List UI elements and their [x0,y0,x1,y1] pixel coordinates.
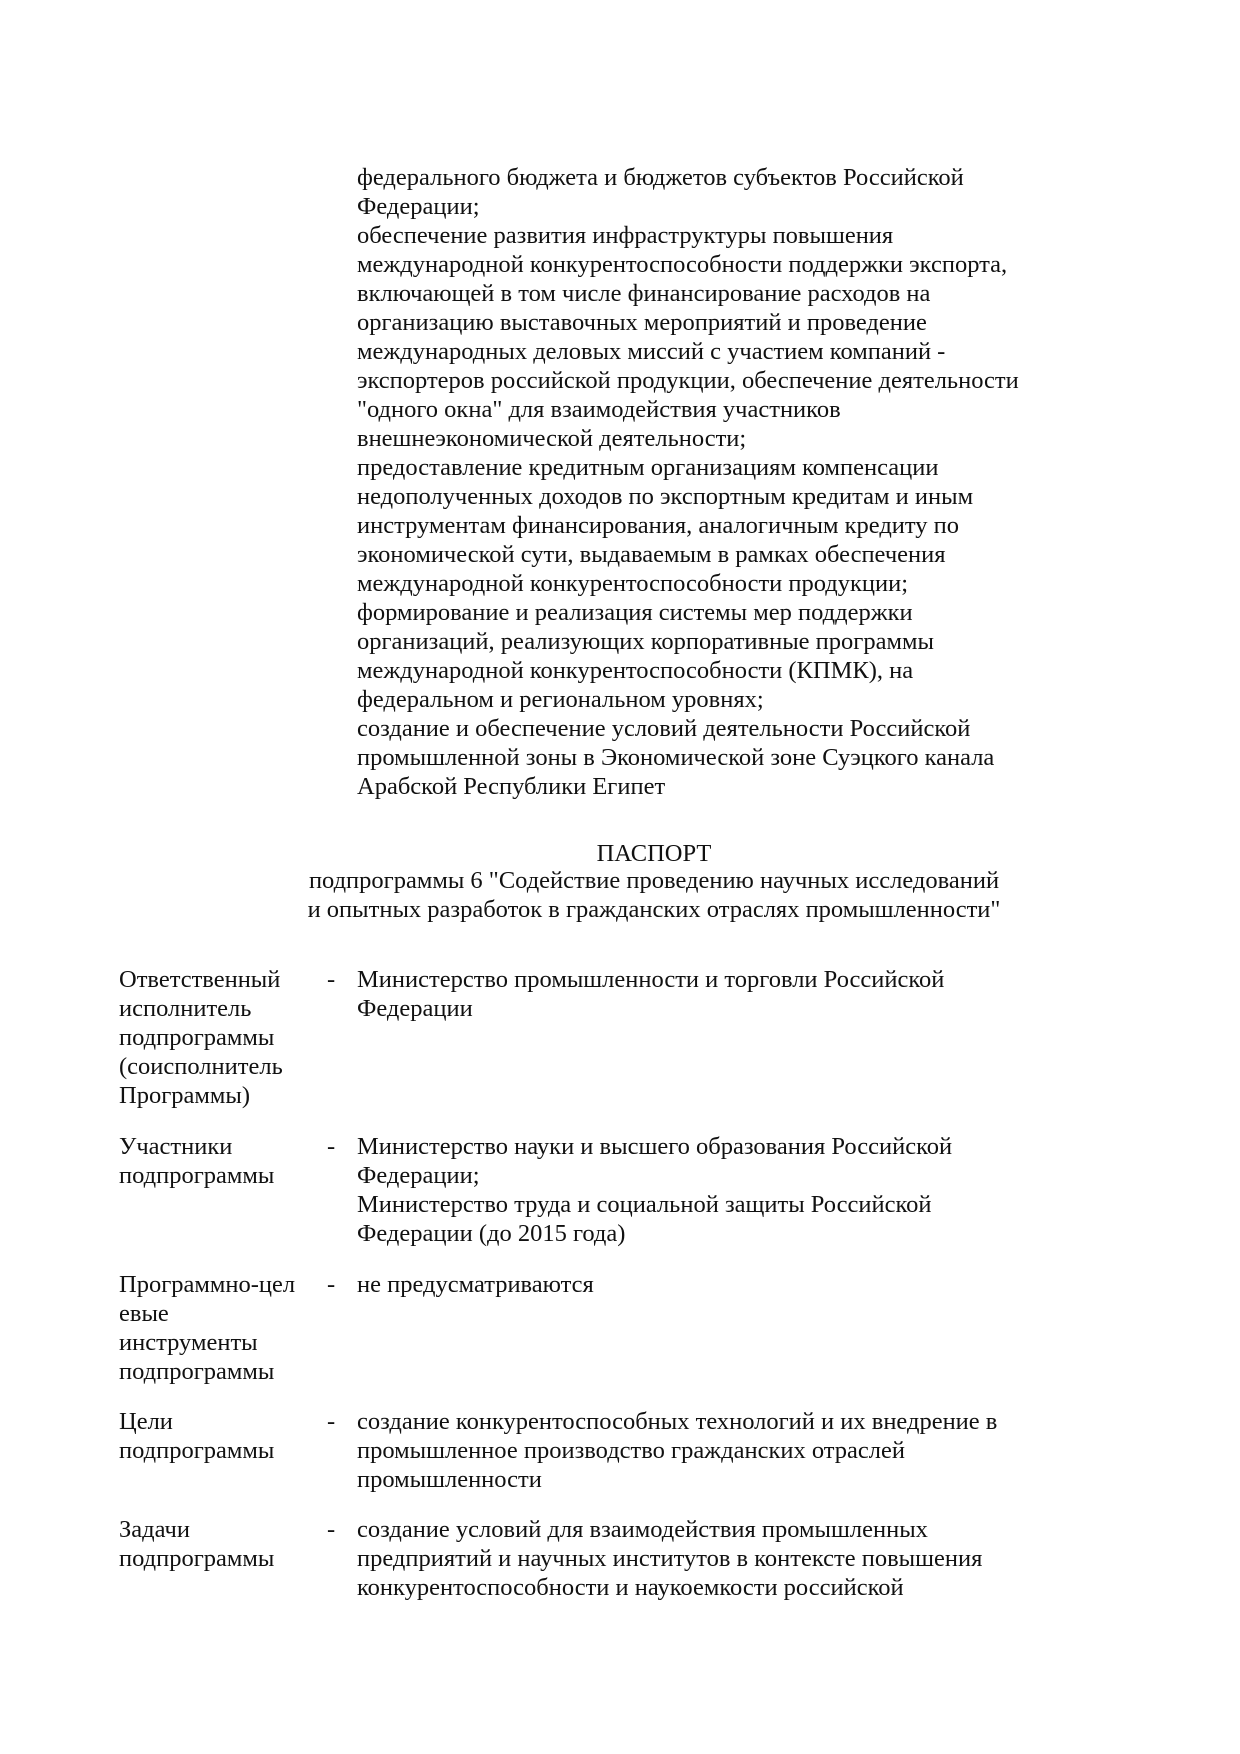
text-line: исполнитель [119,995,252,1022]
text-line: промышленное производство гражданских отраслей [357,1437,905,1464]
row-dash: - [327,1516,336,1543]
text-line: организацию выставочных мероприятий и проведение [357,309,927,336]
text-line: международной конкурентоспособности (КПМК), на [357,657,914,684]
text-line: федеральном и региональном уровнях; [357,686,764,713]
row-value [357,965,944,1023]
text-line: организаций, реализующих корпоративные программы [357,628,934,655]
text-line: инструментам финансирования, аналогичным кредиту по [357,512,960,539]
text-line: Министерство труда и социальной защиты Российской [357,1191,932,1218]
text-line: и опытных разработок в гражданских отраслях промышленности" [307,896,1001,923]
row-label [119,1407,274,1465]
row-dash: - [327,966,336,993]
text-line: Федерации; [357,193,480,220]
text-line: подпрограммы [119,1358,275,1385]
row-value [357,1515,982,1602]
text-line: подпрограммы [119,1162,275,1189]
text-line: Министерство промышленности и торговли Российской [357,966,945,993]
passport-title: ПАСПОРТ [596,840,712,867]
text-line: Федерации [357,995,473,1022]
text-line: формирование и реализация системы мер поддержки [357,599,913,626]
text-line: международных деловых миссий с участием компаний - [357,338,946,365]
text-line: международной конкурентоспособности продукции; [357,570,909,597]
text-line: подпрограммы 6 "Содействие проведению научных исследований [308,867,1000,894]
passport-subtitle [0,866,1240,924]
text-line: (соисполнитель [119,1053,283,1080]
intro-text-block [357,163,1019,801]
row-label [119,1132,274,1190]
text-line: Ответственный [119,966,281,993]
text-line: экспортеров российской продукции, обеспечение деятельности [357,367,1019,394]
text-line: экономической сути, выдаваемым в рамках обеспечения [357,541,946,568]
row-value [357,1132,952,1248]
text-line: "одного окна" для взаимодействия участников [357,396,841,423]
row-label [119,1515,274,1573]
text-line: создание условий для взаимодействия промышленных [357,1516,928,1543]
text-line: создание и обеспечение условий деятельности Российской [357,715,971,742]
row-dash: - [327,1408,336,1435]
row-dash: - [327,1271,336,1298]
text-line: подпрограммы [119,1545,275,1572]
text-line: конкурентоспособности и наукоемкости российской [357,1574,904,1601]
text-line: Задачи [119,1516,190,1543]
text-line: инструменты [119,1329,258,1356]
text-line: предоставление кредитным организациям компенсации [357,454,939,481]
text-line: международной конкурентоспособности поддержки экспорта, [357,251,1008,278]
text-line: включающей в том числе финансирование расходов на [357,280,931,307]
text-line: Арабской Республики Египет [357,773,666,800]
text-line: Программы) [119,1082,250,1109]
text-line: евые [119,1300,169,1327]
text-line: Министерство науки и высшего образования Российской [357,1133,953,1160]
text-line: внешнеэкономической деятельности; [357,425,747,452]
text-line: обеспечение развития инфраструктуры повышения [357,222,894,249]
row-label [119,965,283,1110]
text-line: промышленной зоны в Экономической зоне Суэцкого канала [357,744,995,771]
text-line: подпрограммы [119,1437,275,1464]
text-line: создание конкурентоспособных технологий и их внедрение в [357,1408,998,1435]
text-line: Цели [119,1408,173,1435]
text-line: подпрограммы [119,1024,275,1051]
row-value [357,1407,997,1494]
passport-heading [0,839,1240,868]
text-line: предприятий и научных институтов в контексте повышения [357,1545,983,1572]
row-label [119,1270,295,1386]
text-line: промышленности [357,1466,542,1493]
text-line: недополученных доходов по экспортным кредитам и иным [357,483,974,510]
text-line: федерального бюджета и бюджетов субъектов Российской [357,164,964,191]
row-value [357,1270,594,1299]
text-line: Федерации; [357,1162,480,1189]
text-line: Участники [119,1133,233,1160]
text-line: Программно-цел [119,1271,296,1298]
row-dash: - [327,1133,336,1160]
text-line: Федерации (до 2015 года) [357,1220,626,1247]
text-line: не предусматриваются [357,1271,594,1298]
